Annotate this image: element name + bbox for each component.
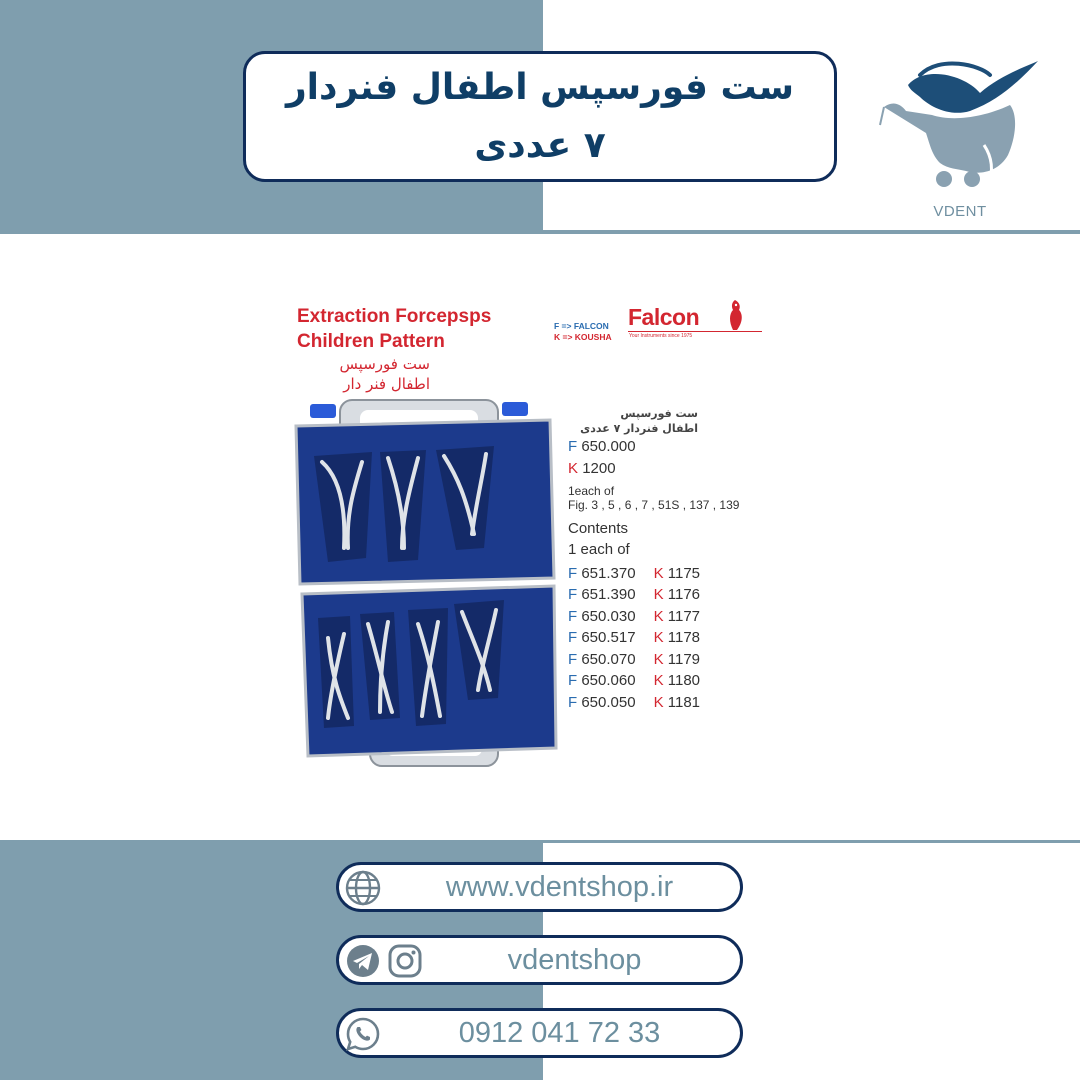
- falcon-brand: [628, 304, 768, 340]
- website-text: www.vdentshop.ir: [445, 871, 674, 903]
- social-handle: vdentshop: [507, 944, 642, 976]
- spec-title-fa-line2: اطفال فنردار ۷ عددی: [580, 422, 698, 435]
- each-of-label: 1each of: [568, 484, 615, 498]
- contents-row: F 650.050 K 1181: [568, 693, 701, 711]
- spec-title-fa: [568, 406, 698, 436]
- product-title-fa-line2: اطفال فنر دار: [343, 375, 430, 393]
- brand-legend: [554, 321, 612, 343]
- telegram-icon: [345, 943, 381, 979]
- product-panel: [280, 290, 800, 790]
- contents-row: F 651.390 K 1176: [568, 586, 701, 603]
- product-title-fa-line1: ست فورسپس: [339, 355, 430, 373]
- forceps-case-image: [288, 398, 560, 770]
- page-title-line1: ست فورسپس اطفال فنردار: [285, 67, 795, 108]
- contents-row: F 651.370 K 1175: [568, 564, 701, 582]
- product-title-en-line1: Extraction Forcepsps: [297, 306, 492, 327]
- globe-icon: [345, 870, 381, 906]
- falcon-bird-icon: [723, 298, 747, 332]
- falcon-brand-tagline: Your Instruments since 1975: [629, 333, 693, 339]
- contents-each-label: 1 each of: [568, 541, 630, 558]
- contents-row: F 650.060 K 1180: [568, 672, 701, 689]
- whatsapp-icon: [345, 1016, 381, 1052]
- legend-kousha: K => KOUSHA: [554, 332, 612, 342]
- website-link[interactable]: [336, 862, 743, 912]
- product-specs: [568, 406, 788, 713]
- header-divider: [543, 230, 1080, 234]
- set-code-kousha: K 1200: [568, 460, 616, 477]
- instagram-icon: [387, 943, 423, 979]
- page-title-line2: ۷ عددی: [474, 125, 606, 166]
- figure-list: Fig. 3 , 5 , 6 , 7 , 51S , 137 , 139: [568, 498, 740, 512]
- page-title-box: [243, 51, 837, 182]
- logo-text: VDENT: [933, 203, 987, 220]
- set-code-falcon: F 650.000: [568, 438, 636, 455]
- product-title-en-line2: Children Pattern: [297, 331, 445, 352]
- phone-link[interactable]: [336, 1008, 743, 1058]
- product-title-en: [297, 304, 491, 354]
- contents-row: F 650.517 K 1178: [568, 629, 701, 646]
- falcon-brand-name: Falcon: [628, 304, 700, 330]
- social-link[interactable]: [336, 935, 743, 985]
- contents-row: F 650.030 K 1177: [568, 607, 701, 625]
- contents-row: F 650.070 K 1179: [568, 650, 701, 668]
- legend-falcon: F => FALCON: [554, 321, 609, 331]
- product-title-fa: [290, 354, 430, 394]
- vdent-logo-icon: [870, 45, 1050, 225]
- spec-title-fa-line1: ست فورسپس: [620, 407, 698, 420]
- contents-label: Contents: [568, 520, 629, 537]
- phone-number: 0912 041 72 33: [458, 1017, 661, 1049]
